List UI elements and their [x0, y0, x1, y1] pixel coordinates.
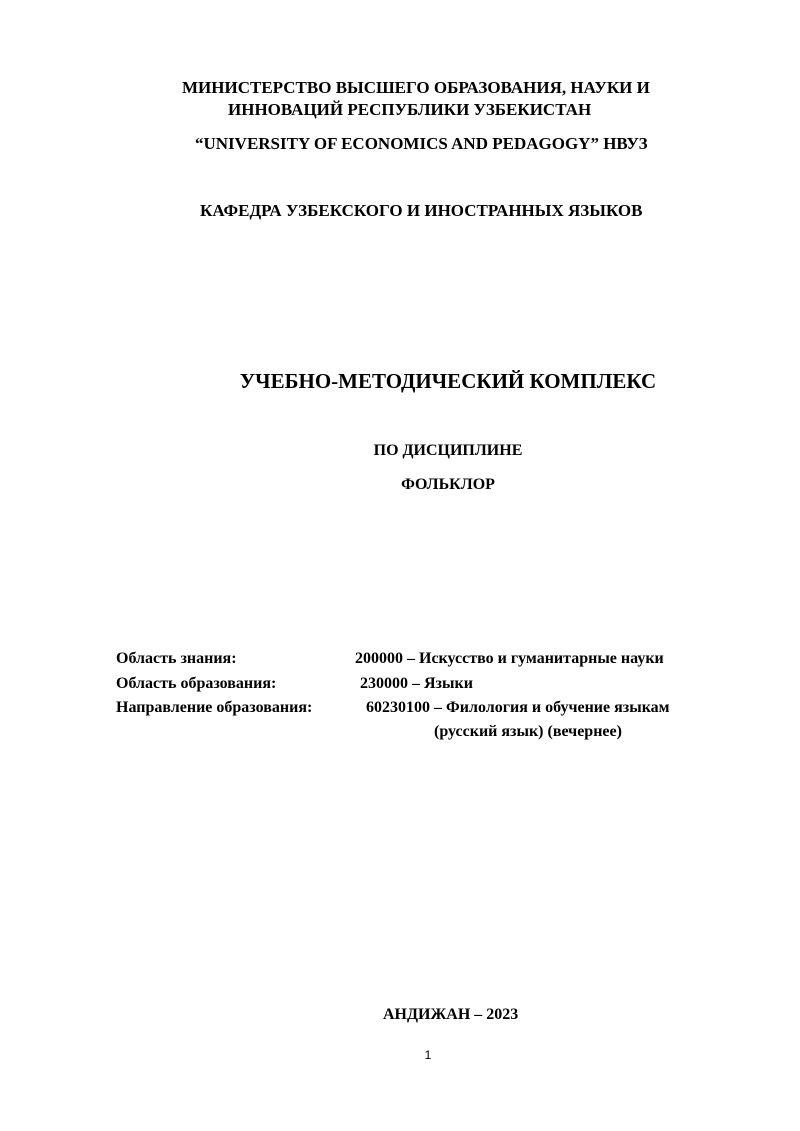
city-year: АНДИЖАН – 2023	[383, 1006, 519, 1023]
ministry-line-1: МИНИСТЕРСТВО ВЫСШЕГО ОБРАЗОВАНИЯ, НАУКИ И	[182, 78, 650, 97]
field-label-education-area: Область образования:	[116, 675, 277, 692]
department-name: КАФЕДРА УЗБЕКСКОГО И ИНОСТРАННЫХ ЯЗЫКОВ	[200, 201, 643, 220]
field-value-continuation: (русский язык) (вечернее)	[434, 723, 622, 740]
field-value-education-direction: 60230100 – Филология и обучение языкам	[366, 699, 670, 716]
field-value-knowledge-area: 200000 – Искусство и гуманитарные науки	[355, 650, 664, 667]
ministry-line-2: ИННОВАЦИЙ РЕСПУБЛИКИ УЗБЕКИСТАН	[228, 100, 592, 119]
field-value-education-area: 230000 – Языки	[360, 675, 473, 692]
document-title: УЧЕБНО-МЕТОДИЧЕСКИЙ КОМПЛЕКС	[239, 369, 657, 393]
page-number: 1	[424, 1048, 432, 1062]
discipline-name: ФОЛЬКЛОР	[401, 476, 495, 493]
university-name: “UNIVERSITY OF ECONOMICS AND PEDAGOGY” НВУЗ	[195, 134, 648, 153]
field-label-knowledge-area: Область знания:	[116, 650, 237, 667]
discipline-prefix: ПО ДИСЦИПЛИНЕ	[373, 442, 523, 459]
field-label-education-direction: Направление образования:	[116, 699, 313, 716]
